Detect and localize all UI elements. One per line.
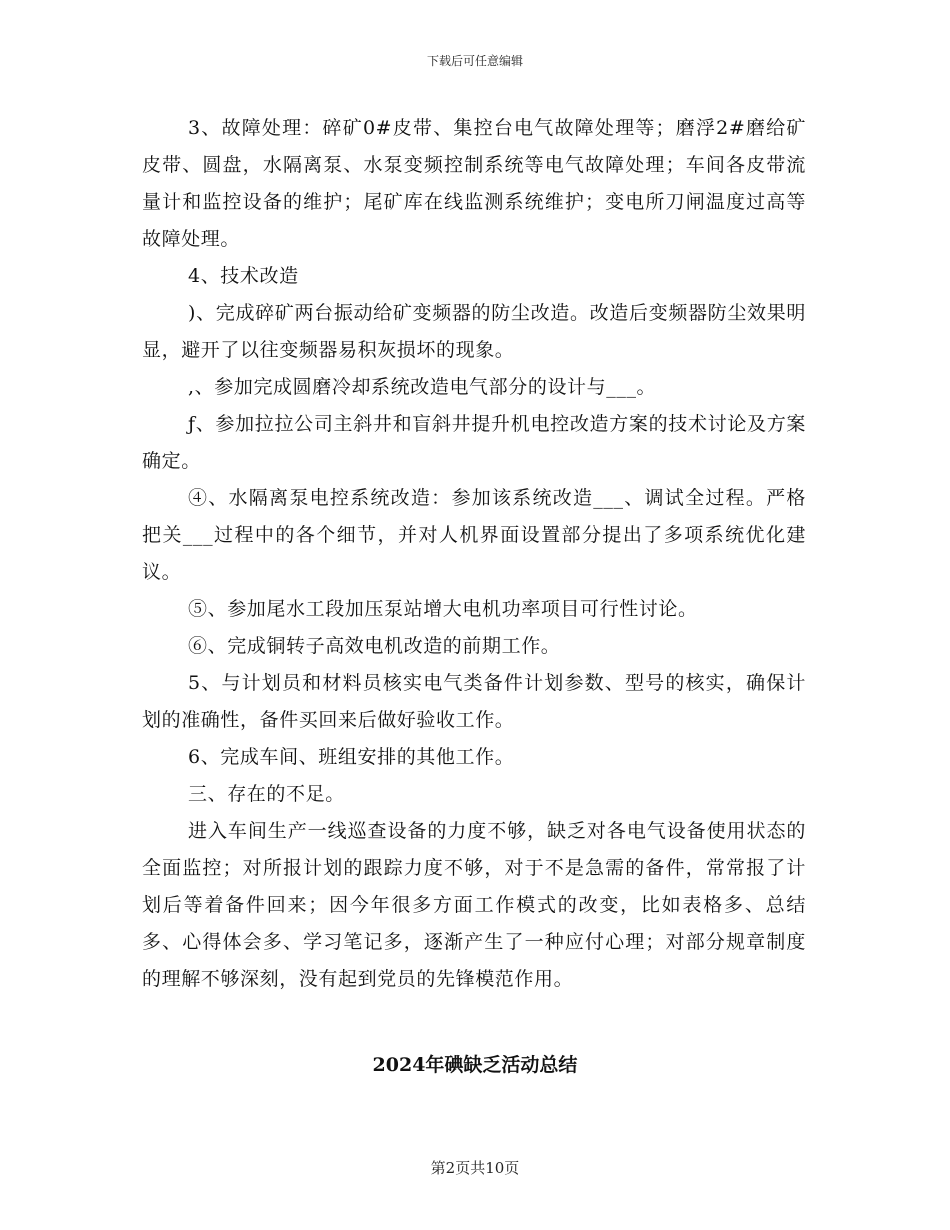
paragraph-renovation-item-6: ⑥、完成铜转子高效电机改造的前期工作。 <box>188 635 561 657</box>
next-document-title: 2024年碘缺乏活动总结 <box>372 1054 578 1076</box>
paragraph-spare-parts: 5、与计划员和材料员核实电气类备件计划参数、型号的核实，确保计划的准确性，备件买回来后做好验收工作。 <box>142 672 806 731</box>
paragraph-fault-handling: 3、故障处理：碎矿0#皮带、集控台电气故障处理等；磨浮2#磨给矿皮带、圆盘，水隔离泵、水泵变频控制系统等电气故障处理；车间各皮带流量计和监控设备的维护；尾矿库在线监测系统维护；变电所刀闸温度过高等故障处理。 <box>142 117 806 250</box>
paragraph-other-work: 6、完成车间、班组安排的其他工作。 <box>188 746 515 768</box>
paragraph-tech-renovation-heading: 4、技术改造 <box>188 265 299 287</box>
paragraph-shortcomings-heading: 三、存在的不足。 <box>188 783 345 805</box>
paragraph-renovation-item-3: ƒ、参加拉拉公司主斜井和盲斜井提升机电控改造方案的技术讨论及方案确定。 <box>142 413 806 472</box>
paragraph-renovation-item-1: )、完成碎矿两台振动给矿变频器的防尘改造。改造后变频器防尘效果明显，避开了以往变频器易积灰损坏的现象。 <box>142 302 806 361</box>
page-number-footer: 第2页共10页 <box>430 1159 520 1177</box>
paragraph-shortcomings-body: 进入车间生产一线巡查设备的力度不够，缺乏对各电气设备使用状态的全面监控；对所报计划的跟踪力度不够，对于不是急需的备件，常常报了计划后等着备件回来；因今年很多方面工作模式的改变，比如表格多、总结多、心得体会多、学习笔记多，逐渐产生了一种应付心理；对部分规章制度的理解不够深刻，没有起到党员的先锋模范作用。 <box>142 820 806 990</box>
paragraph-renovation-item-4: ④、水隔离泵电控系统改造：参加该系统改造___、调试全过程。严格把关___过程中的各个细节，并对人机界面设置部分提出了多项系统优化建议。 <box>142 487 806 583</box>
document-body <box>142 110 806 998</box>
paragraph-renovation-item-2: ,、参加完成圆磨冷却系统改造电气部分的设计与___。 <box>188 376 657 398</box>
paragraph-renovation-item-5: ⑤、参加尾水工段加压泵站增大电机功率项目可行性讨论。 <box>188 598 698 620</box>
page-header-note: 下载后可任意编辑 <box>426 54 523 68</box>
